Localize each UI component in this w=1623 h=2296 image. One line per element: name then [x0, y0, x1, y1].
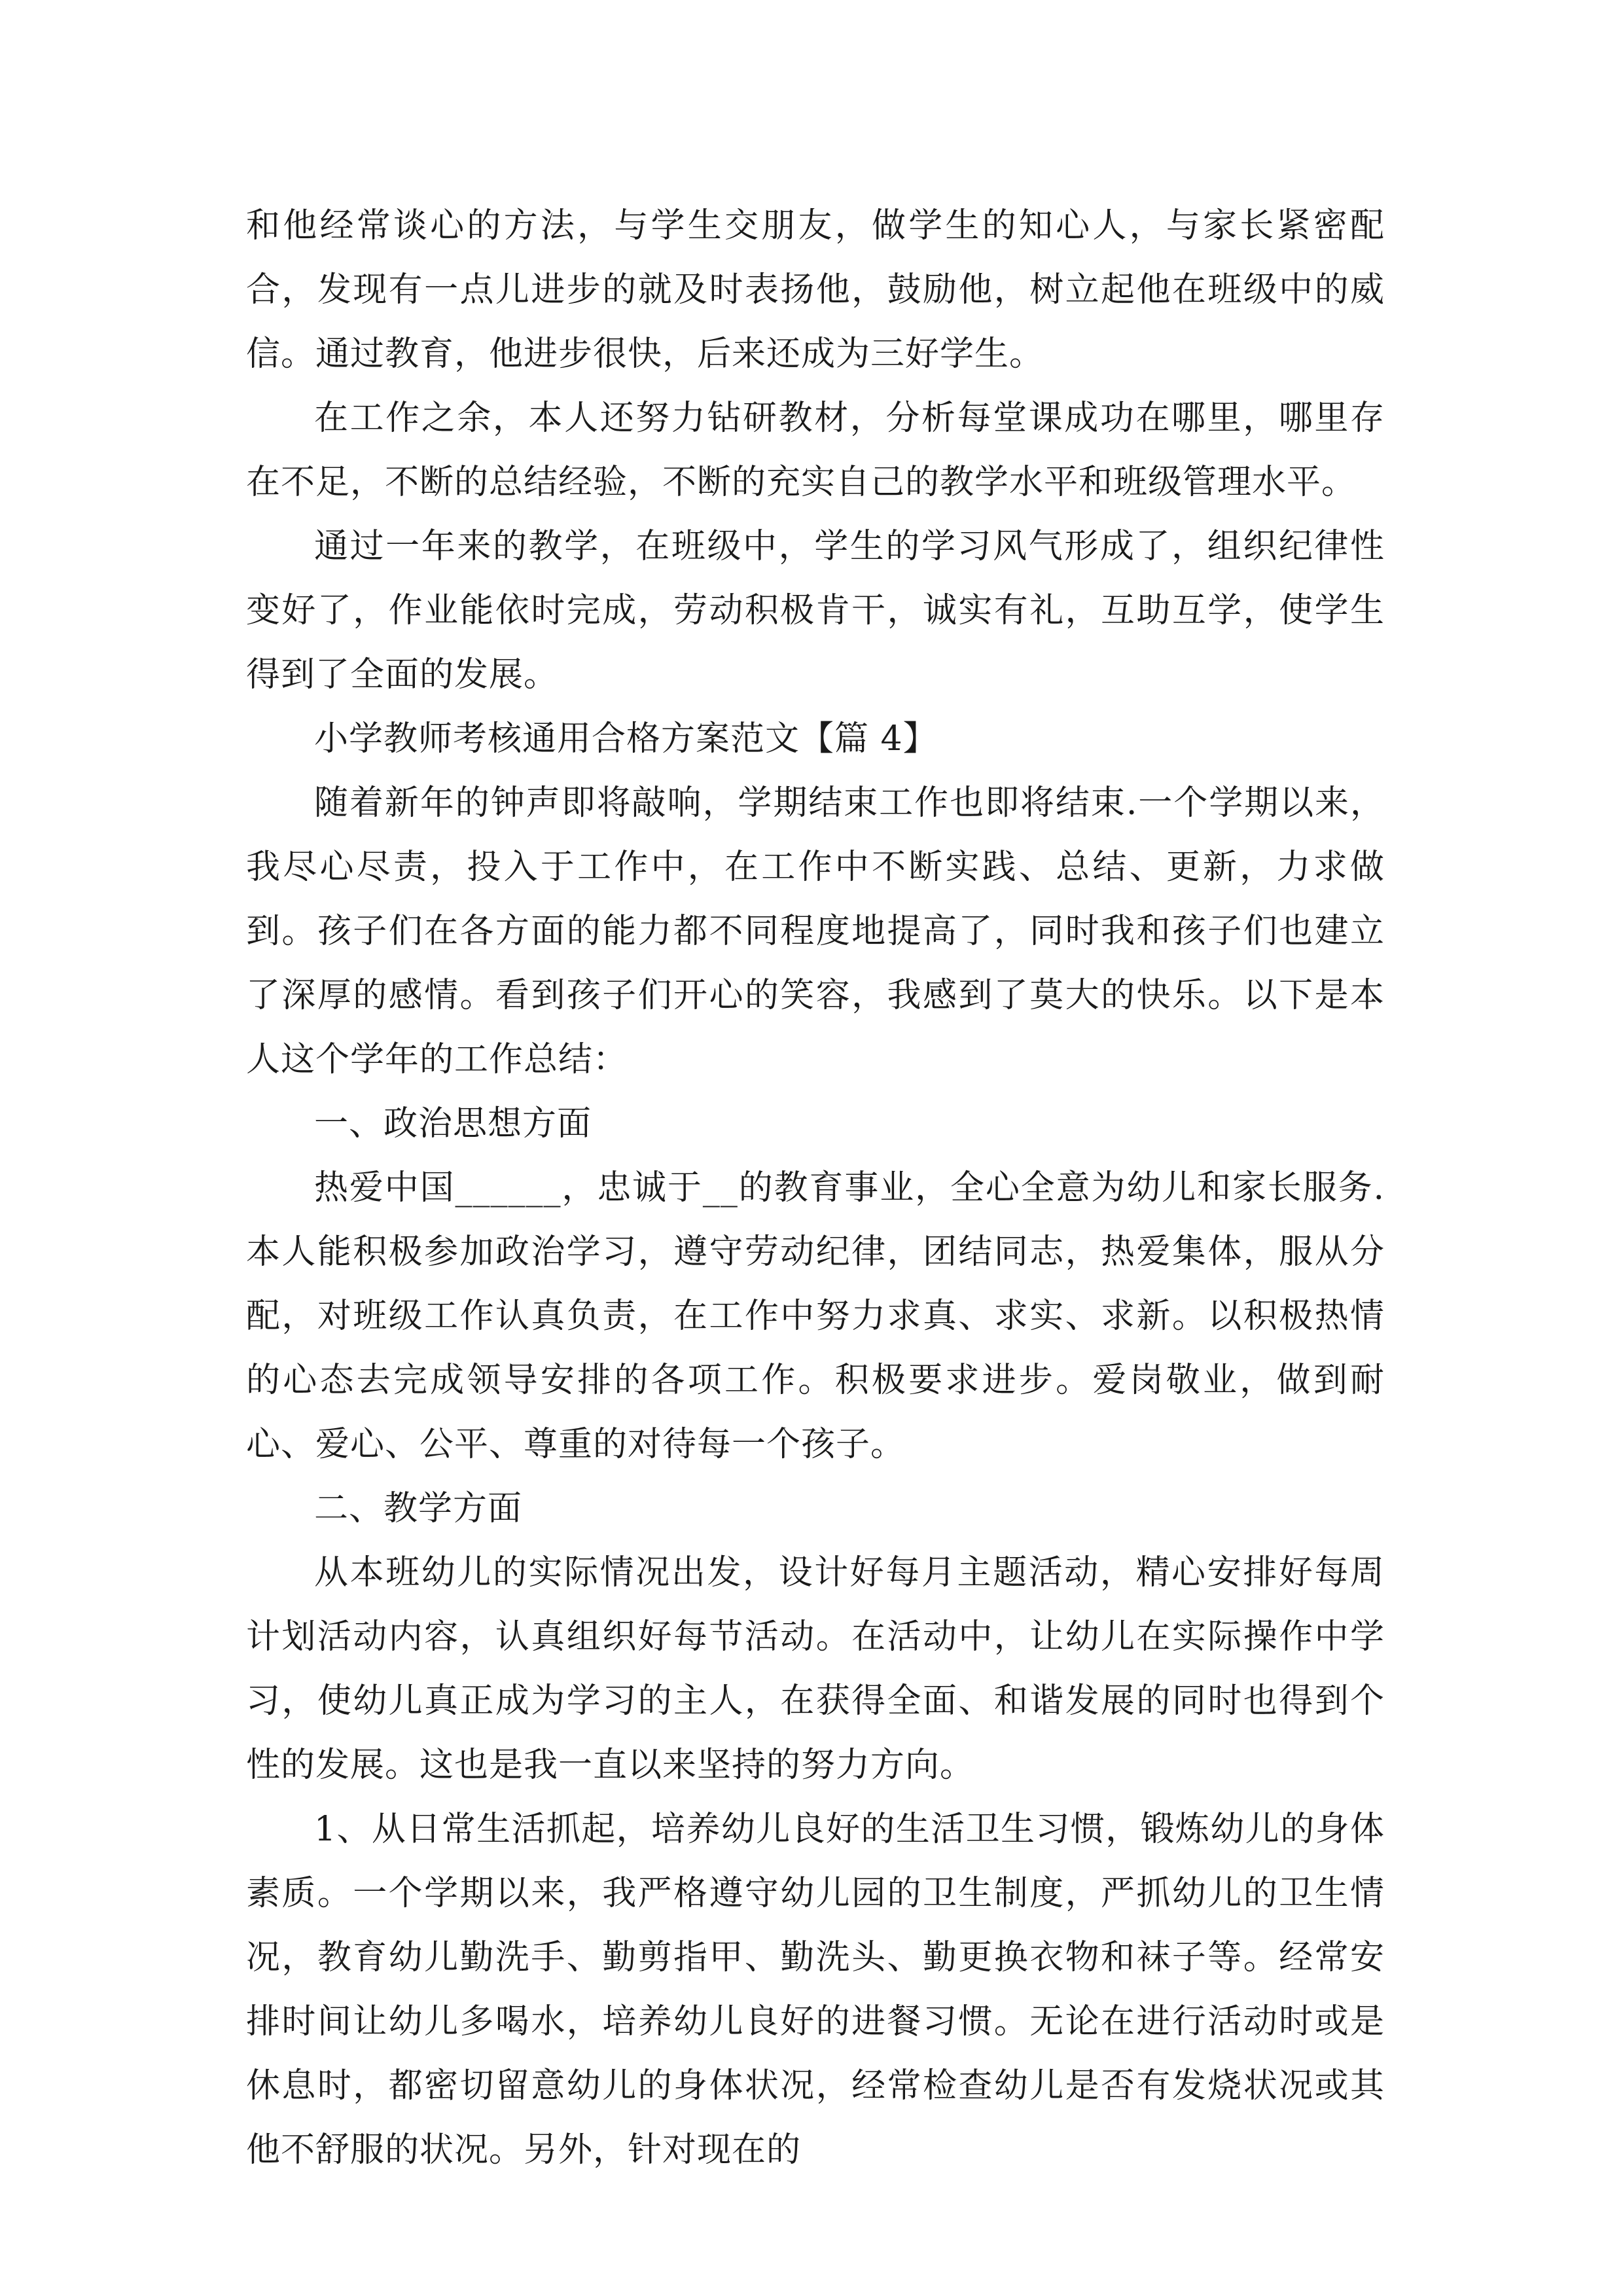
heading-teaching: 二、教学方面: [314, 1489, 523, 1528]
paragraph-teaching: 从本班幼儿的实际情况出发，设计好每月主题活动，精心安排好每周计划活动内容，认真组织好每节活动。在活动中，让幼儿在实际操作中学习，使幼儿真正成为学习的主人，在获得全面、和谐发展的同时也得到个性的发展。这也是我一直以来坚持的努力方向。: [246, 1553, 1385, 1785]
paragraph-political: 热爱中国______，忠诚于__的教育事业，全心全意为幼儿和家长服务.本人能积极参加政治学习，遵守劳动纪律，团结同志，热爱集体，服从分配，对班级工作认真负责，在工作中努力求真、求实、求新。以积极热情的心态去完成领导安排的各项工作。积极要求进步。爱岗敬业，做到耐心、爱心、公平、尊重的对待每一个孩子。: [246, 1168, 1385, 1464]
paragraph-daily-life: 1、从日常生活抓起，培养幼儿良好的生活卫生习惯，锻炼幼儿的身体素质。一个学期以来，我严格遵守幼儿园的卫生制度，严抓幼儿的卫生情况，教育幼儿勤洗手、勤剪指甲、勤洗头、勤更换衣物和袜子等。经常安排时间让幼儿多喝水，培养幼儿良好的进餐习惯。无论在进行活动时或是休息时，都密切留意幼儿的身体状况，经常检查幼儿是否有发烧状况或其他不舒服的状况。另外，针对现在的: [246, 1810, 1385, 2170]
section-title: 小学教师考核通用合格方案范文【篇 4】: [314, 719, 938, 759]
paragraph-year-results: 通过一年来的教学，在班级中，学生的学习风气形成了，组织纪律性变好了，作业能依时完成，劳动积极肯干，诚实有礼，互助互学，使学生得到了全面的发展。: [246, 527, 1385, 694]
paragraph-new-year: 随着新年的钟声即将敲响，学期结束工作也即将结束.一个学期以来，我尽心尽责，投入于工作中，在工作中不断实践、总结、更新，力求做到。孩子们在各方面的能力都不同程度地提高了，同时我和孩子们也建立了深厚的感情。看到孩子们开心的笑容，我感到了莫大的快乐。以下是本人这个学年的工作总结：: [246, 783, 1385, 1079]
paragraph-study-materials: 在工作之余，本人还努力钻研教材，分析每堂课成功在哪里，哪里存在不足，不断的总结经验，不断的充实自己的教学水平和班级管理水平。: [246, 399, 1385, 502]
heading-political: 一、政治思想方面: [314, 1104, 592, 1143]
paragraph-continuation: 和他经常谈心的方法，与学生交朋友，做学生的知心人，与家长紧密配合，发现有一点儿进步的就及时表扬他，鼓励他，树立起他在班级中的威信。通过教育，他进步很快，后来还成为三好学生。: [246, 206, 1385, 374]
document-body: [246, 194, 1385, 2182]
